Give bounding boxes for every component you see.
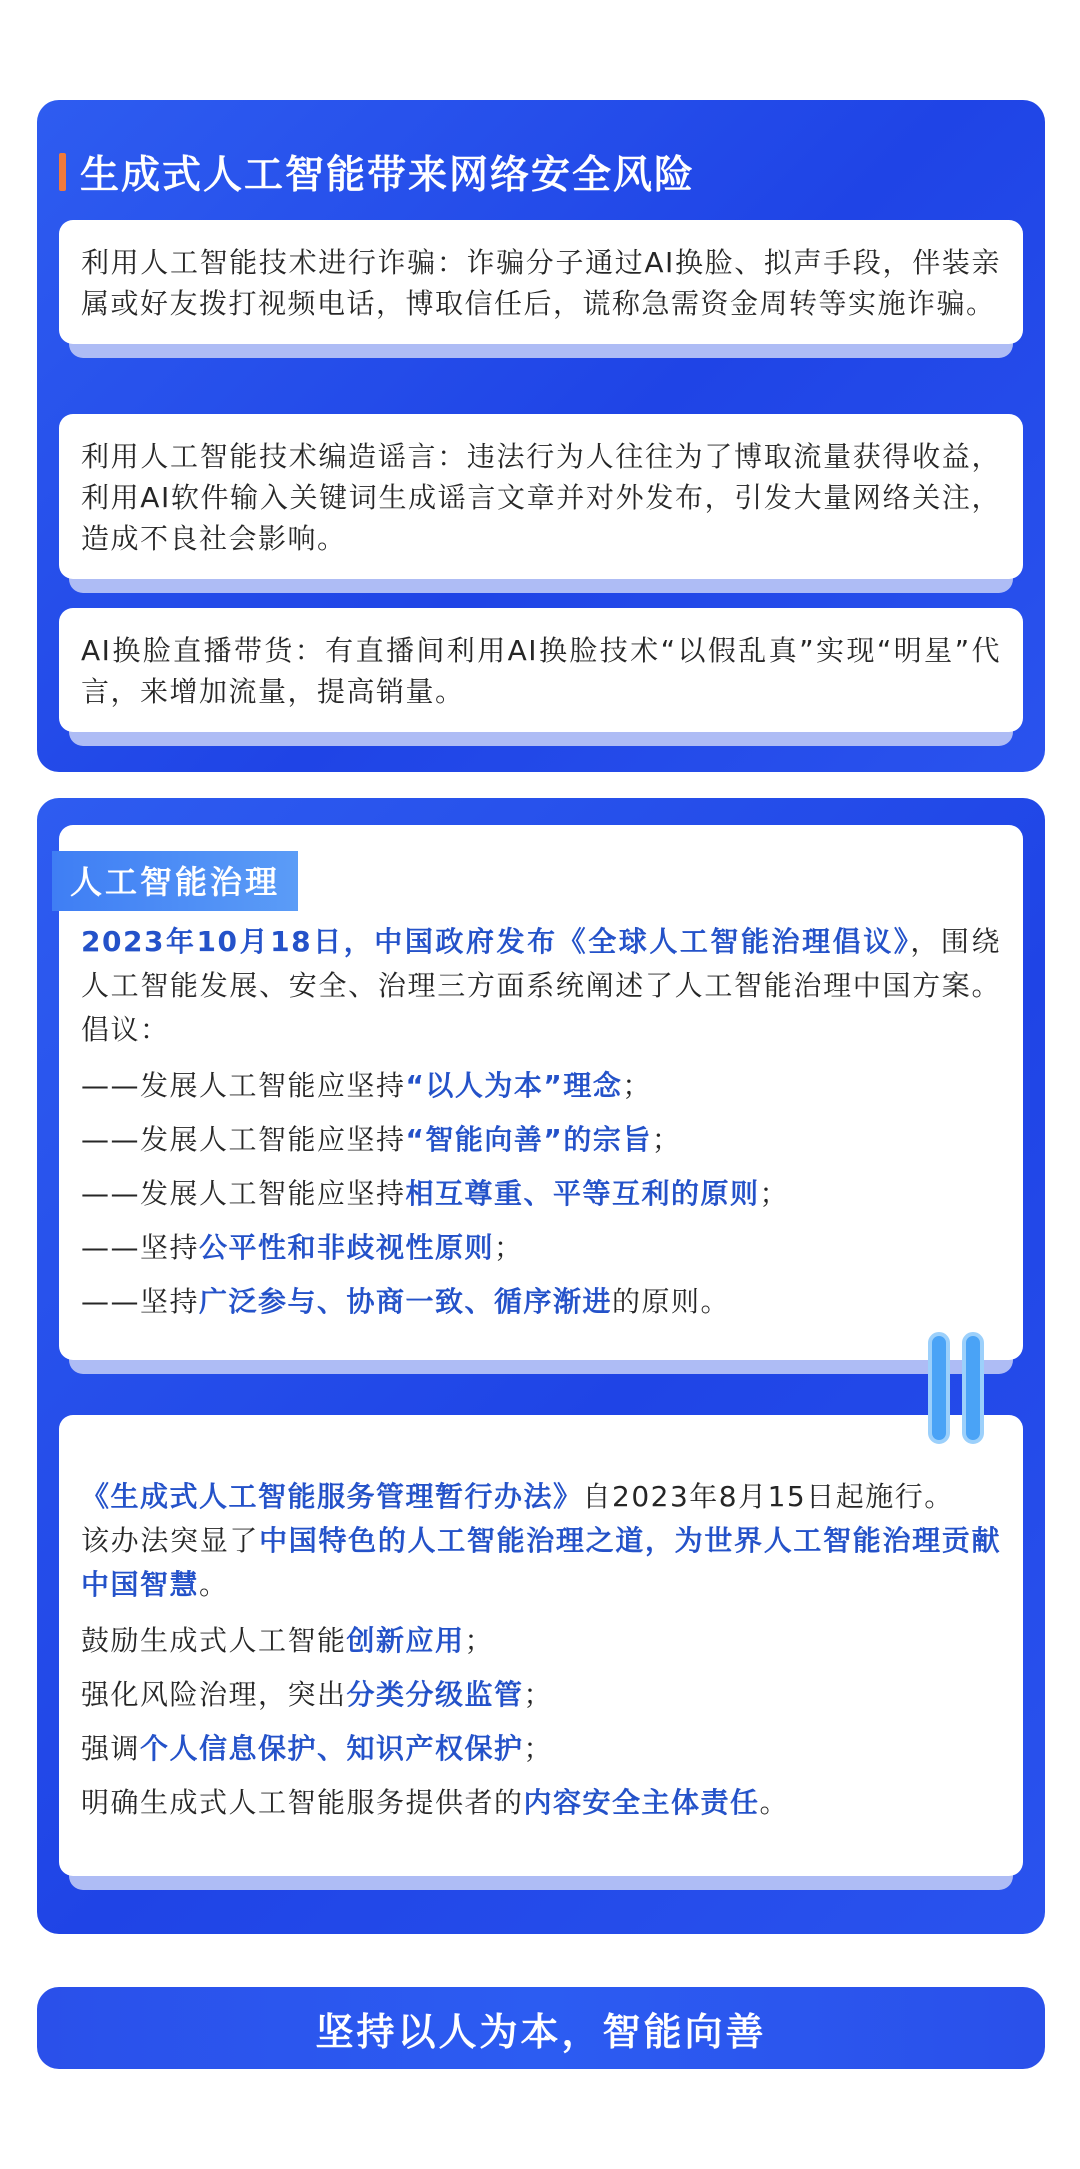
- governance-measures-card: [59, 1415, 1023, 1876]
- risk-panel-header: [59, 144, 695, 200]
- initiative-intro: 2023年10月18日，中国政府发布《全球人工智能治理倡议》，围绕人工智能发展、安全、治理三方面系统阐述了人工智能治理中国方案。倡议：: [81, 925, 1001, 1046]
- binder-clip-icon: [928, 1332, 950, 1444]
- governance-panel: [37, 798, 1045, 1934]
- initiative-item: ——坚持广泛参与、协商一致、循序渐进的原则。: [81, 1285, 731, 1318]
- measures-item: 强调个人信息保护、知识产权保护；: [81, 1732, 554, 1765]
- slogan-text: 坚持以人为本，智能向善: [315, 2009, 767, 2054]
- risk-panel: [37, 100, 1045, 772]
- risk-panel-title: 生成式人工智能带来网络安全风险: [80, 153, 696, 198]
- initiative-item: ——发展人工智能应坚持“智能向善”的宗旨；: [81, 1123, 682, 1156]
- slogan-banner: [37, 1987, 1045, 2069]
- measures-item: 强化风险治理，突出分类分级监管；: [81, 1678, 554, 1711]
- measures-intro: 《生成式人工智能服务管理暂行办法》自2023年8月15日起施行。: [81, 1480, 954, 1513]
- risk-card-text: 利用人工智能技术编造谣言：违法行为人往往为了博取流量获得收益，利用AI软件输入关键词生成谣言文章并对外发布，引发大量网络关注，造成不良社会影响。: [59, 414, 1023, 579]
- risk-card-text: AI换脸直播带货：有直播间利用AI换脸技术“以假乱真”实现“明星”代言，来增加流量，提高销量。: [59, 608, 1023, 732]
- initiative-item: ——发展人工智能应坚持相互尊重、平等互利的原则；: [81, 1177, 790, 1210]
- measures-item: 鼓励生成式人工智能创新应用；: [81, 1624, 495, 1657]
- governance-badge: 人工智能治理: [52, 851, 298, 911]
- measures-item: 明确生成式人工智能服务提供者的内容安全主体责任。: [81, 1786, 790, 1819]
- risk-card-livestream: [59, 608, 1023, 732]
- risk-card-text: 利用人工智能技术进行诈骗：诈骗分子通过AI换脸、拟声手段，伴装亲属或好友拨打视频电话，博取信任后，谎称急需资金周转等实施诈骗。: [59, 220, 1023, 344]
- risk-card-fraud: [59, 220, 1023, 344]
- binder-clip-icon: [962, 1332, 984, 1444]
- measures-significance: 该办法突显了中国特色的人工智能治理之道，为世界人工智能治理贡献中国智慧。: [81, 1524, 1001, 1601]
- initiative-item: ——发展人工智能应坚持“以人为本”理念；: [81, 1069, 652, 1102]
- initiative-item: ——坚持公平性和非歧视性原则；: [81, 1231, 524, 1264]
- title-accent-bar: [59, 153, 66, 191]
- risk-card-rumor: [59, 414, 1023, 579]
